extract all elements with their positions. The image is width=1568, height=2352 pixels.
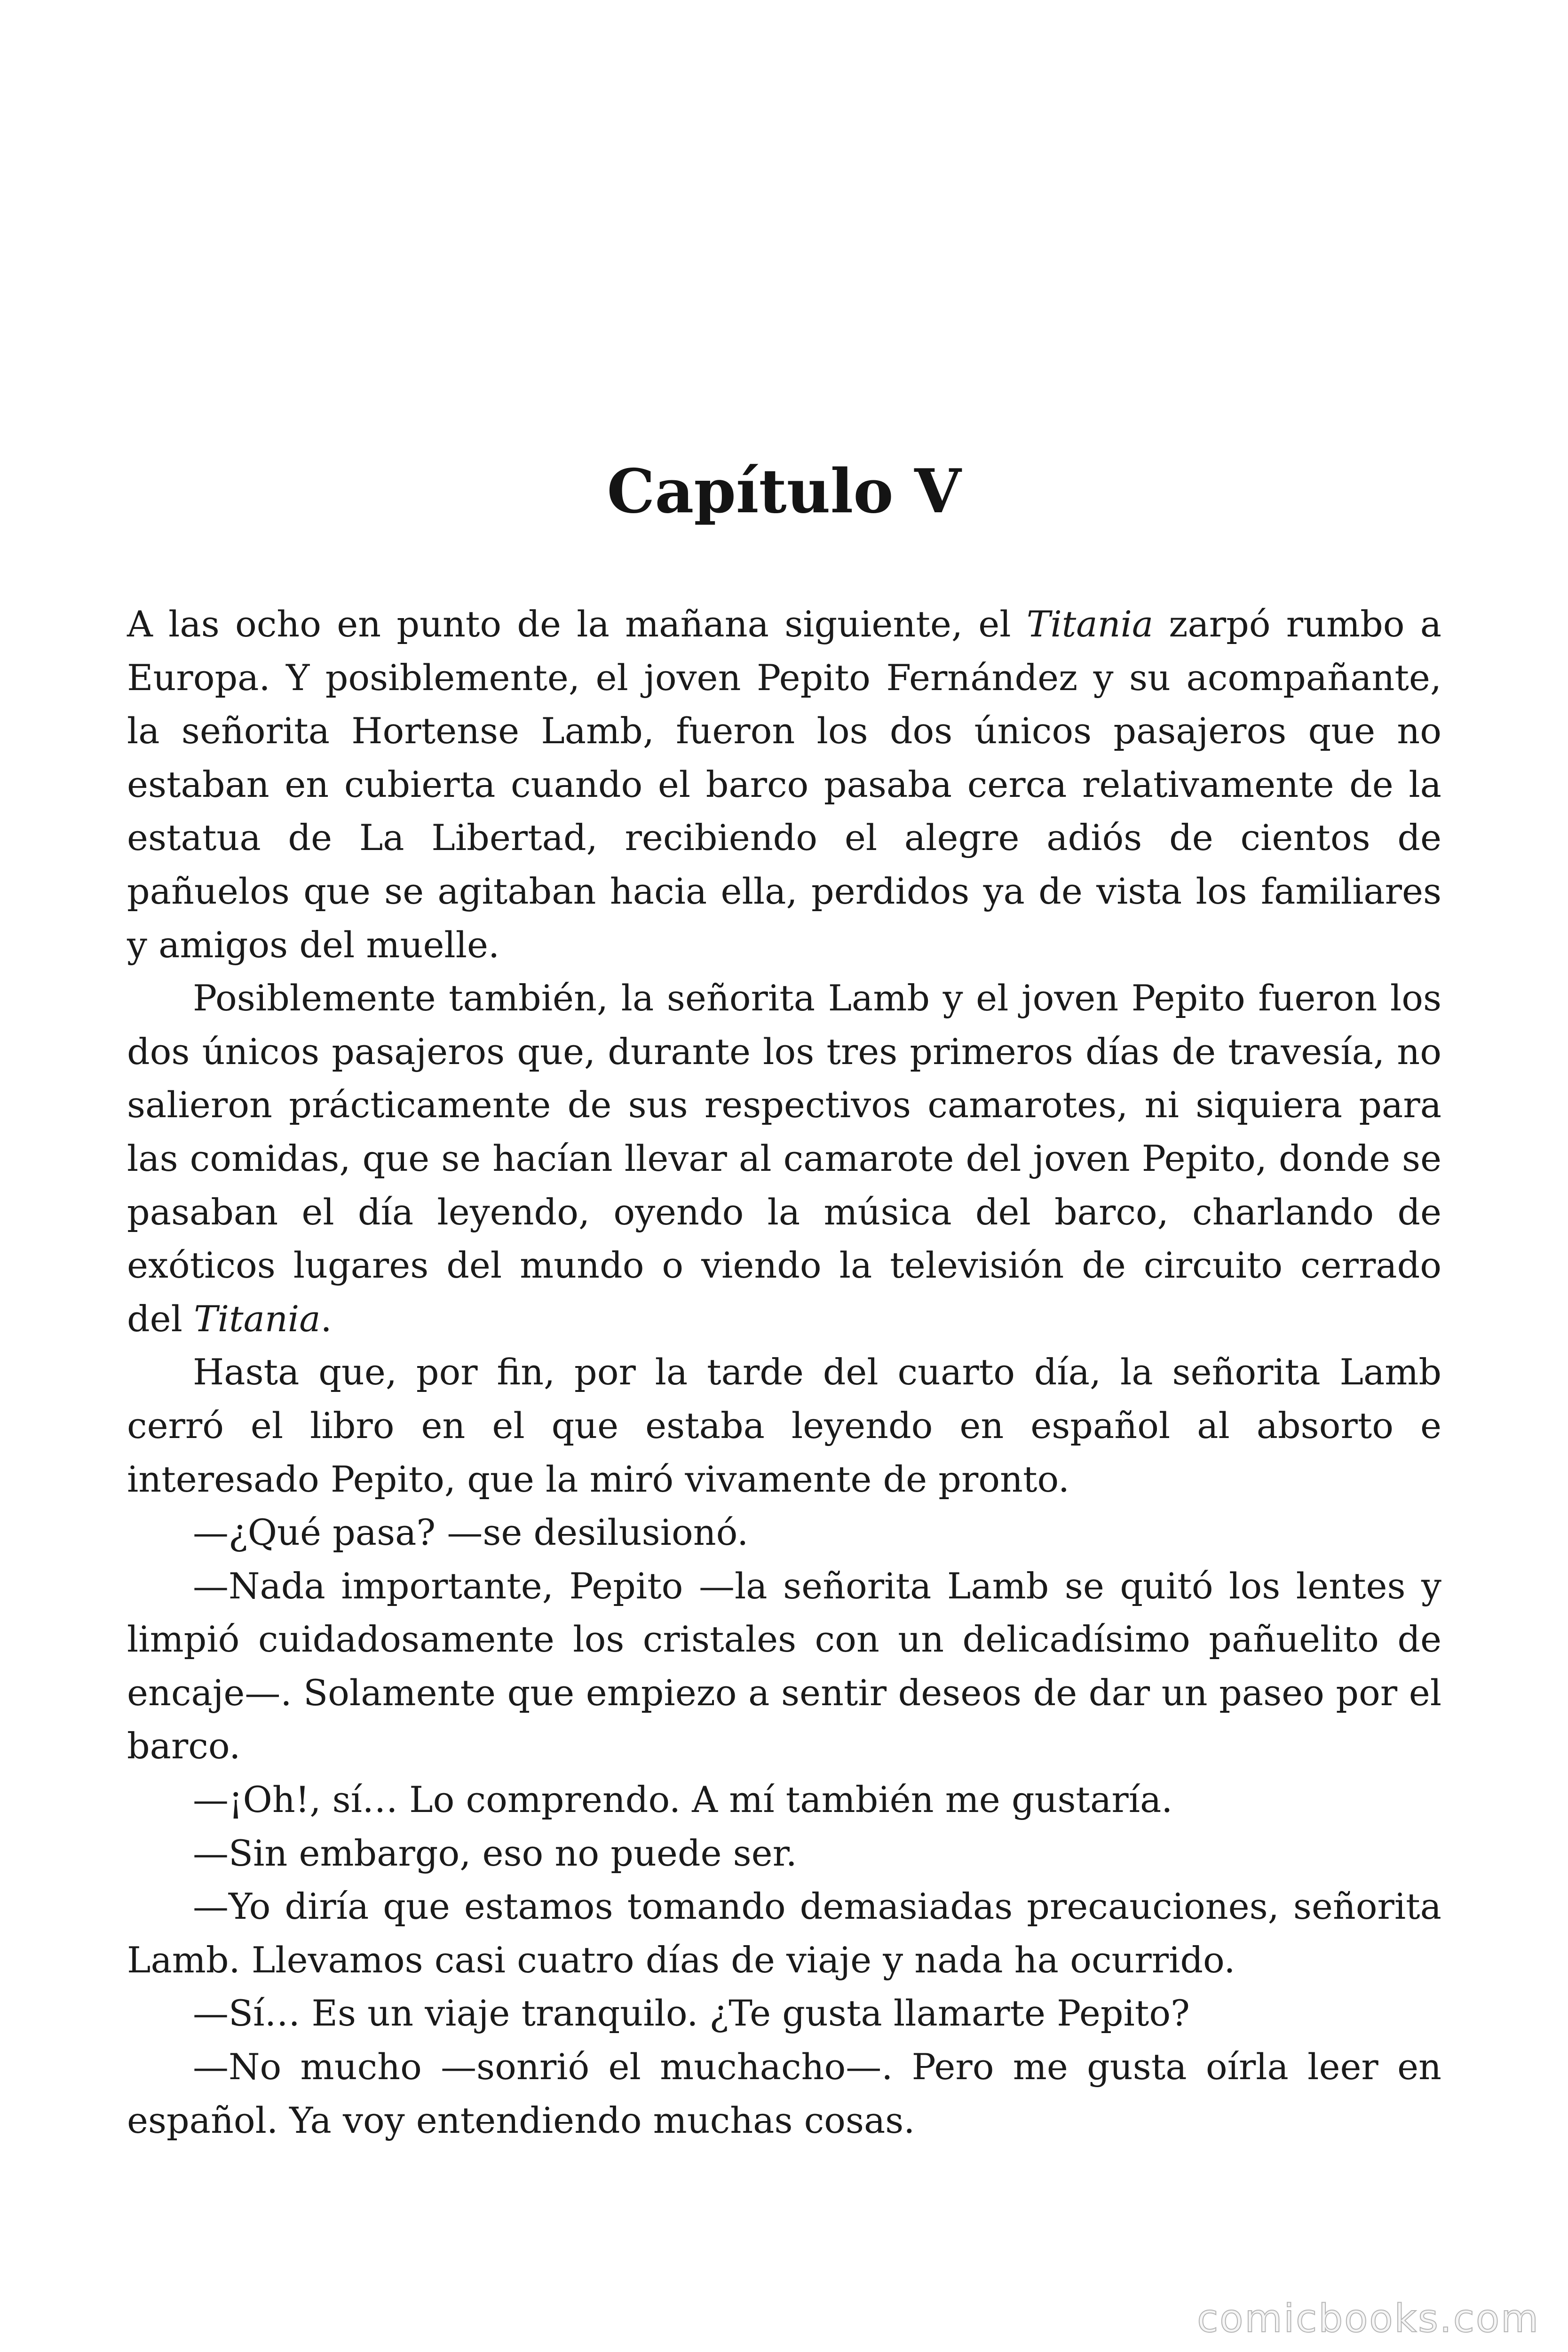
paragraph-text: —¿Qué pasa? —se desilusionó.: [193, 1511, 749, 1554]
paragraph-text: zarpó rumbo a Europa. Y posiblemente, el joven Pepito Fernández y su acompañante, la señorita Hortense Lamb, fueron los dos únicos pasajeros que no estaban en cubierta cuando el barco pasaba cerca relativamente de la estatua de La Libertad, recibiendo el alegre adiós de cientos de pañuelos que se agitaban hacia ella, perdidos ya de vista los familiares y amigos del muelle.: [127, 603, 1442, 966]
paragraph-text: .: [320, 1297, 332, 1340]
paragraph: [127, 1559, 1441, 1773]
paragraph-text: Hasta que, por fin, por la tarde del cuarto día, la señorita Lamb cerró el libro en el que estaba leyendo en español al absorto e interesado Pepito, que la miró vivamente de pronto.: [127, 1351, 1441, 1500]
chapter-title: Capítulo V: [607, 456, 961, 527]
italic-ship-name: Titania: [194, 1297, 321, 1340]
paragraph: [127, 1986, 1441, 2040]
paragraph: [127, 1506, 1441, 1559]
paragraph-text: A las ocho en punto de la mañana siguiente, el: [127, 603, 1027, 645]
italic-ship-name: Titania: [1026, 603, 1154, 645]
paragraph-text: —No mucho —sonrió el muchacho—. Pero me gusta oírla leer en español. Ya voy entendiendo muchas cosas.: [127, 2046, 1441, 2141]
paragraph: [127, 1345, 1441, 1506]
paragraph-text: Posiblemente también, la señorita Lamb y el joven Pepito fueron los dos únicos pasajeros que, durante los tres primeros días de travesía, no salieron prácticamente de sus respectivos camarotes, ni siquiera para las comidas, que se hacían llevar al camarote del joven Pepito, donde se pasaban el día leyendo, oyendo la música del barco, charlando de exóticos lugares del mundo o viendo la televisión de circuito cerrado del: [127, 977, 1441, 1340]
paragraph: [127, 1827, 1441, 1880]
paragraph: [127, 971, 1441, 1345]
paragraph-text: —¡Oh!, sí… Lo comprendo. A mí también me gustaría.: [193, 1779, 1173, 1821]
paragraph-text: —Sí… Es un viaje tranquilo. ¿Te gusta llamarte Pepito?: [193, 1992, 1190, 2034]
paragraph-text: —Yo diría que estamos tomando demasiadas precauciones, señorita Lamb. Llevamos casi cuatro días de viaje y nada ha ocurrido.: [127, 1885, 1441, 1981]
paragraph: [127, 2040, 1441, 2147]
paragraph: [127, 1880, 1441, 1986]
body-text: [127, 597, 1441, 2147]
paragraph: [127, 1773, 1441, 1827]
paragraph-text: —Nada importante, Pepito —la señorita Lamb se quitó los lentes y limpió cuidadosamente los cristales con un delicadísimo pañuelito de encaje—. Solamente que empiezo a sentir deseos de dar un paseo por el barco.: [127, 1565, 1441, 1767]
watermark-logo: comicbooks.com: [1197, 2296, 1540, 2341]
paragraph-text: —Sin embargo, eso no puede ser.: [193, 1832, 797, 1874]
paragraph: [127, 597, 1441, 971]
